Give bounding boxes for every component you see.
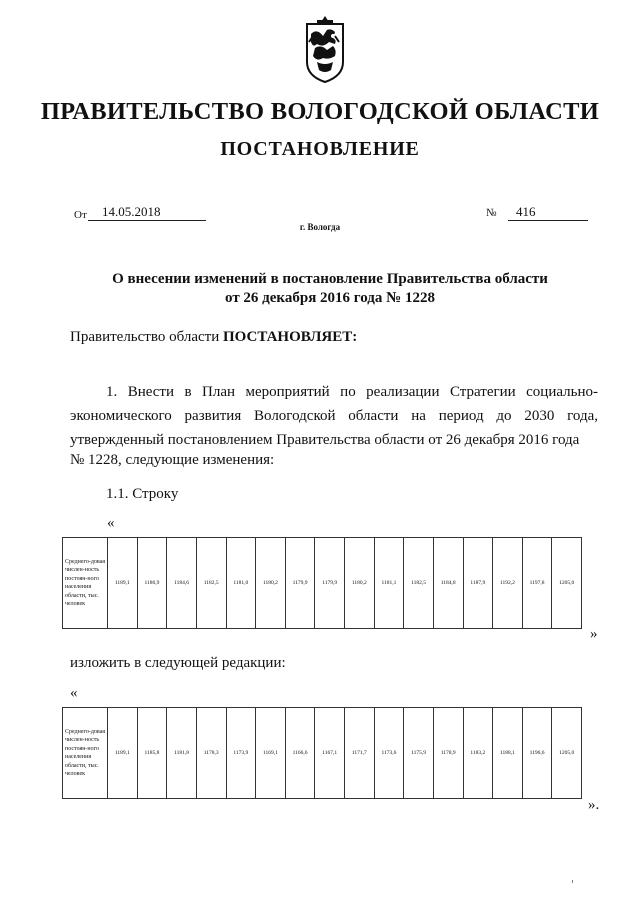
table-cell: 1171,7	[345, 708, 375, 799]
table-cell: 1181,8	[167, 708, 197, 799]
table-cell: 1182,5	[196, 538, 226, 629]
decree-statement	[70, 329, 357, 346]
city-name: г. Вологда	[299, 222, 341, 232]
old-row-table	[62, 537, 582, 629]
table-cell: 1185,8	[137, 708, 167, 799]
table-row	[63, 708, 582, 799]
item-1-1: 1.1. Строку	[106, 486, 179, 502]
replace-instruction: изложить в следующей редакции:	[70, 655, 286, 671]
coat-of-arms-emblem	[303, 14, 347, 84]
table-cell: 1181,1	[374, 538, 404, 629]
decree-prefix: Правительство области	[70, 329, 223, 345]
table-cell: 1189,1	[108, 538, 138, 629]
table-cell: 1178,9	[433, 708, 463, 799]
quote-close-1: »	[590, 626, 598, 642]
table-cell: 1182,5	[404, 538, 434, 629]
number-prefix: №	[486, 207, 497, 219]
table-cell: 1179,9	[315, 538, 345, 629]
table-cell: 1175,9	[404, 708, 434, 799]
quote-close-2: ».	[588, 797, 600, 813]
row-label: Среднего-довая числен-ность постоян-ного населения области, тыс. человек	[63, 538, 108, 629]
table-cell: 1188,1	[493, 708, 523, 799]
table-cell: 1196,6	[522, 708, 552, 799]
new-row-table	[62, 707, 582, 799]
table-cell: 1205,0	[552, 538, 582, 629]
paragraph-1-text: 1. Внести в План мероприятий по реализации Стратегии социально-экономического развития Вологодской области на период до 2030 года, утвержденный постановлением Правительства области от 26 декабря 2016 года	[70, 384, 598, 448]
date-prefix: От	[74, 209, 87, 221]
vologda-coat-of-arms-icon	[303, 14, 347, 84]
document-type: ПОСТАНОВЛЕНИЕ	[220, 138, 420, 160]
table-cell: 1180,2	[256, 538, 286, 629]
government-title: ПРАВИТЕЛЬСТВО ВОЛОГОДСКОЙ ОБЛАСТИ	[40, 98, 600, 125]
table-cell: 1166,6	[285, 708, 315, 799]
quote-open-2: «	[70, 685, 78, 701]
table-cell: 1205,0	[552, 708, 582, 799]
table-cell: 1186,9	[137, 538, 167, 629]
table-cell: 1167,1	[315, 708, 345, 799]
document-date: 14.05.2018	[88, 205, 206, 221]
decree-verb: ПОСТАНОВЛЯЕТ:	[222, 329, 358, 345]
table-cell: 1178,3	[196, 708, 226, 799]
table-cell: 1181,0	[226, 538, 256, 629]
table-cell: 1184,8	[433, 538, 463, 629]
heading-line-1: О внесении изменений в постановление Правительства области	[112, 271, 548, 287]
table-cell: 1187,9	[463, 538, 493, 629]
table-cell: 1192,2	[493, 538, 523, 629]
document-number: 416	[508, 205, 588, 221]
table-cell: 1173,6	[374, 708, 404, 799]
table-cell: 1184,6	[167, 538, 197, 629]
table-cell: 1189,1	[108, 708, 138, 799]
table-cell: 1197,8	[522, 538, 552, 629]
row-label: Среднего-довая числен-ность постоян-ного населения области, тыс. человек	[63, 708, 108, 799]
document-heading	[40, 270, 620, 308]
scan-speck	[572, 880, 573, 883]
quote-open-1: «	[107, 515, 115, 531]
table-cell: 1183,2	[463, 708, 493, 799]
table-cell: 1179,9	[285, 538, 315, 629]
paragraph-1-ending: № 1228, следующие изменения:	[70, 452, 275, 468]
heading-line-2: от 26 декабря 2016 года № 1228	[225, 290, 435, 306]
table-row	[63, 538, 582, 629]
table-cell: 1180,2	[345, 538, 375, 629]
table-cell: 1173,9	[226, 708, 256, 799]
table-cell: 1169,1	[256, 708, 286, 799]
paragraph-1	[70, 380, 598, 452]
